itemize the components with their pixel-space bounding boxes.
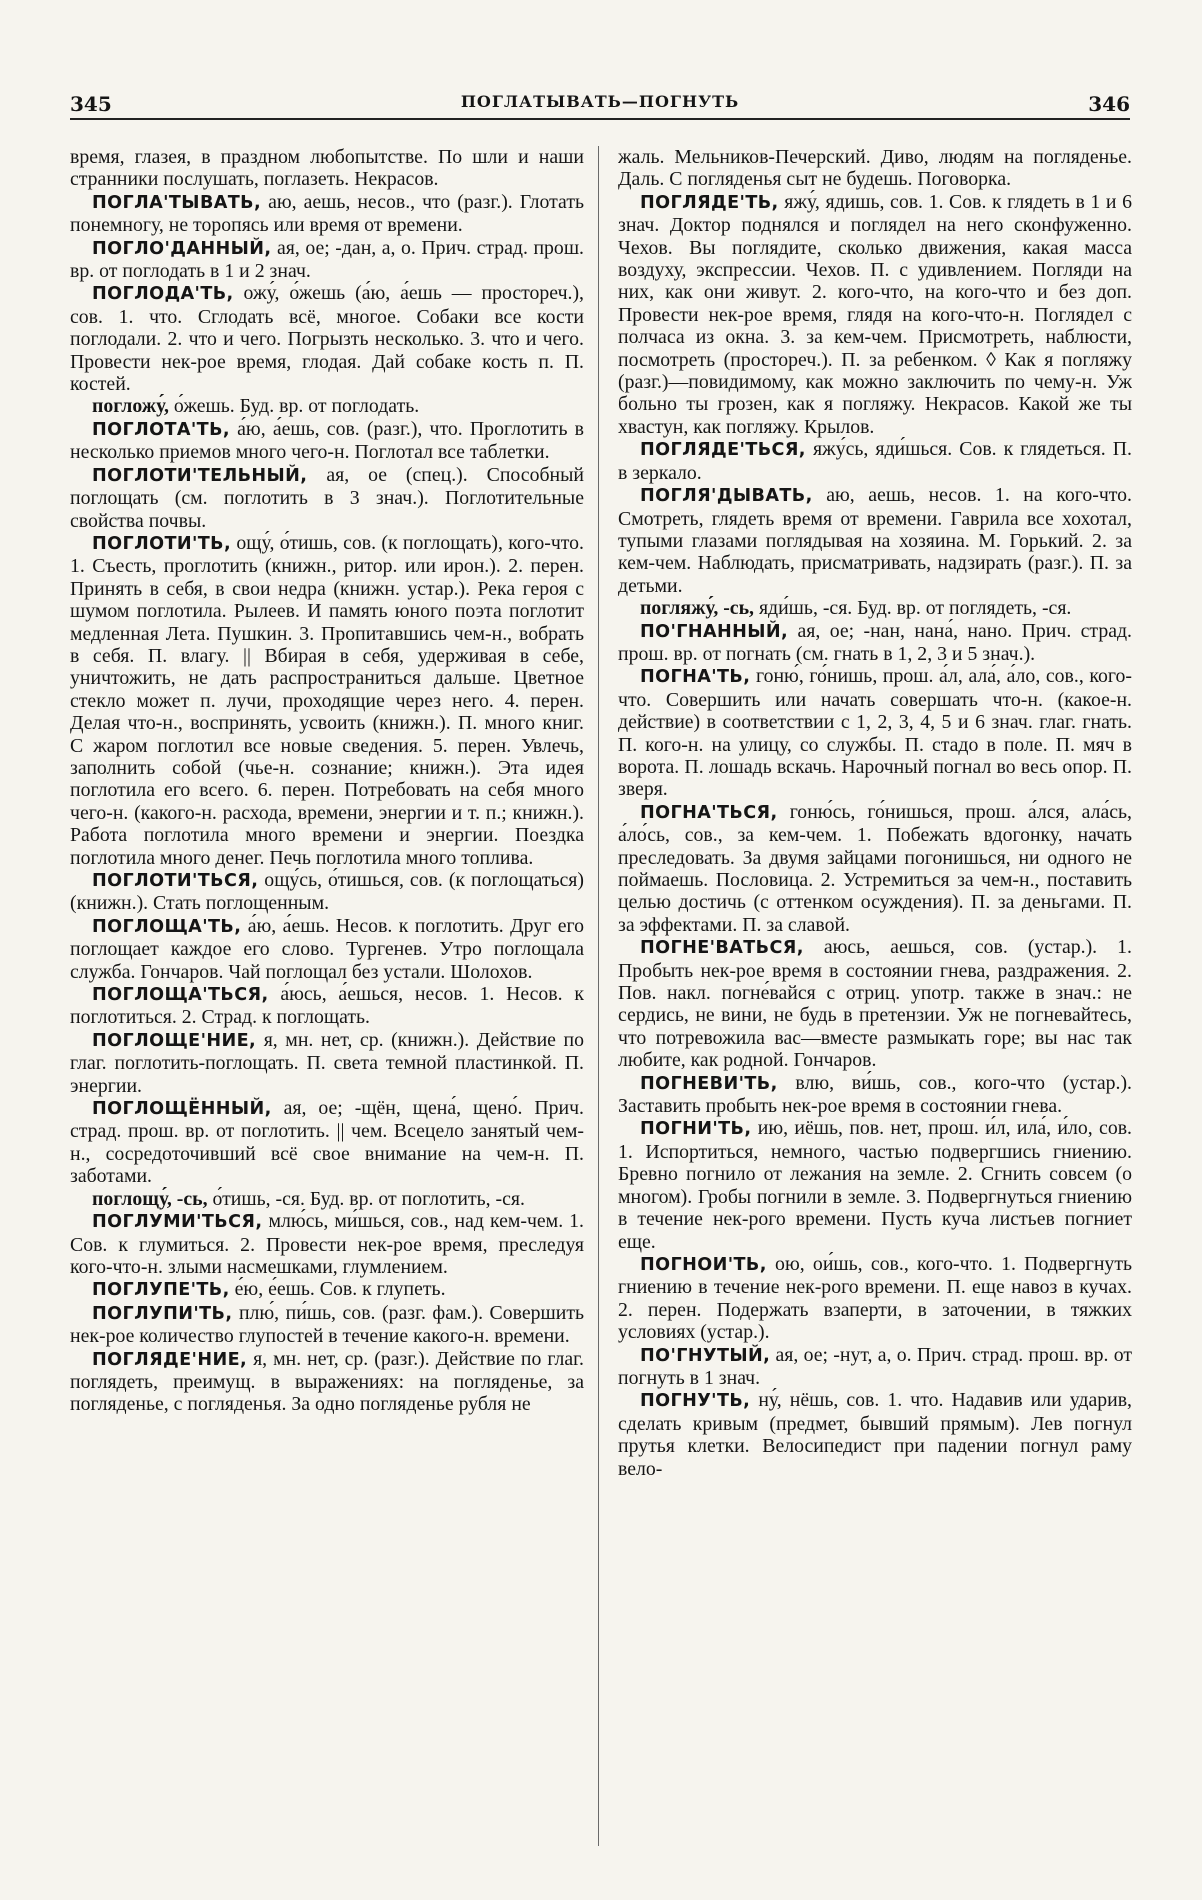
entry-text: ая, ое; -нут, а, о. Прич. страд. прош. вр. от погнуть в 1 знач. xyxy=(618,1343,1132,1389)
entry-headword: ПОГНУ'ТЬ, xyxy=(640,1391,751,1412)
dictionary-entry xyxy=(70,418,584,464)
dictionary-entry xyxy=(70,869,584,915)
entry-text: ая, ое; -дан, а, о. Прич. страд. прош. вр. от поглодать в 1 и 2 знач. xyxy=(70,236,584,283)
entry-text: ощу́сь, о́тишься, сов. (к поглощаться) (книжн.). Стать поглощенным. xyxy=(70,869,584,915)
entry-text: жаль. Мельников-Печерский. Диво, людям на погляденье. Даль. С погляденья сыт не будешь. Поговорка. xyxy=(618,146,1132,191)
dictionary-entry xyxy=(618,484,1132,597)
entry-headword: ПОГЛУПЕ'ТЬ, xyxy=(92,1280,230,1301)
dictionary-entry xyxy=(70,395,584,417)
dictionary-entry xyxy=(70,282,584,395)
entry-headword: ПОГЛОЩА'ТЬСЯ, xyxy=(92,985,269,1006)
dictionary-entry xyxy=(618,936,1132,1071)
dictionary-entry xyxy=(618,801,1132,936)
entry-text: плю́, пи́шь, сов. (разг. фам.). Совершить нек-рое количество глупостей в течение какого-н. времени. xyxy=(70,1301,584,1348)
entry-text: а́юсь, а́ешься, несов. 1. Несов. к поглотиться. 2. Страд. к поглощать. xyxy=(70,983,584,1029)
entry-headword: ПОГЛОДА'ТЬ, xyxy=(92,284,234,305)
dictionary-entry xyxy=(618,597,1132,619)
entry-text: яди́шь, -ся. Буд. вр. от поглядеть, -ся. xyxy=(758,597,1072,620)
entry-headword: ПОГЛО'ДАННЫЙ, xyxy=(92,238,272,259)
entry-text: я, мн. нет, ср. (книжн.). Действие по глаг. поглотить-поглощать. П. света темной пластинкой. П. энергии. xyxy=(70,1028,584,1097)
entry-text: аюсь, аешься, сов. (устар.). 1. Пробыть нек-рое время в состоянии гнева, раздражения. 2. Пов. накл. погне́вайся с отриц. употр. также в знач.: не сердись, не вини, не будь в претензии. Уж не погневайтесь, что потревожила вас—вместе размыкать горе; вы нас так любите, как родной. Гончаров. xyxy=(618,936,1132,1072)
entry-headword: ПОГЛОЩЁННЫЙ, xyxy=(92,1099,272,1120)
entry-text: гоню́, го́нишь, прош. а́л, ала́, а́ло, сов., кого-что. Совершить или начать совершать что-н. (какое-н. действие) в соответствии с 1, 2, 3, 4, 5 и 6 знач. глаг. гнать. П. кого-н. на улицу, со службы. П. стадо в поле. П. мяч в ворота. П. лошадь вскачь. Нарочный погнал во весь опор. П. зверя. xyxy=(618,665,1132,801)
entry-headword: ПОГЛОТИ'ТЬСЯ, xyxy=(92,871,259,891)
dictionary-entry xyxy=(70,1210,584,1278)
entry-headword: ПО'ГНУТЫЙ, xyxy=(640,1345,771,1366)
entry-headword: ПОГЛА'ТЫВАТЬ, xyxy=(92,192,262,213)
entry-text: ну́, нёшь, сов. 1. что. Надавив или ударив, сделать кривым (предмет, бывший прямым). Лев погнул прутья клетки. Велосипедист при падении погнул раму вело- xyxy=(618,1389,1132,1480)
page-number-right: 346 xyxy=(1088,92,1130,116)
entry-headword: ПОГНЕ'ВАТЬСЯ, xyxy=(640,938,804,959)
column-separator xyxy=(598,146,599,1846)
entry-headword: ПОГНА'ТЬ, xyxy=(640,667,751,688)
entry-text: ию, иёшь, пов. нет, прош. и́л, ила́, и́ло, сов. 1. Испортиться, немного, частью подвергшись гниению. Бревно погнило от лежания на земле. 2. Сгнить совсем (о многом). Гробы погнили в земле. 3. Подвергнуться гниению в течение нек-рого времени. Пусть куча листьев погниет еще. xyxy=(618,1117,1132,1253)
dictionary-entry xyxy=(618,1389,1132,1480)
entry-text: аю, аешь, несов., что (разг.). Глотать понемногу, не торопясь или время от времени. xyxy=(70,190,584,237)
entry-headword: ПО'ГНАННЫЙ, xyxy=(640,621,789,642)
entry-headword: ПОГЛЯДЕ'ТЬСЯ, xyxy=(640,440,806,461)
dictionary-entry xyxy=(618,146,1132,191)
entry-headword: ПОГЛОЩЕ'НИЕ, xyxy=(92,1030,257,1051)
page-number-left: 345 xyxy=(70,92,112,116)
entry-text: ожу́, о́жешь (а́ю, а́ешь — простореч.), сов. 1. что. Сглодать всё, многое. Собаки все кости поглодали. 2. что и чего. Погрызть несколько. 3. что и чего. Провести нек-рое время, глодая. Дай собаке кость п. П. костей. xyxy=(70,282,584,396)
entry-headword: погложу́, xyxy=(92,395,169,418)
running-header xyxy=(70,92,1130,132)
entry-text: ощу́, о́тишь, сов. (к поглощать), кого-что. 1. Съесть, проглотить (книжн., ритор. или ирон.). 2. перен. Принять в себя, в свои недра (книжн. устар.). Река героя с шумом поглотила. Рылеев. И память юного поэта поглотит медленная Лета. Пушкин. 3. Пропитавшись чем-н., вобрать в себя. П. влагу. || Вбирая в себя, удерживая в себе, уничтожить, не дать распространиться дальше. Цветное стекло может п. лучи, проходящие через него. 4. перен. Делая что-н., воспринять, усвоить (книжн.). П. много книг. С жаром поглотил все новые сведения. 5. перен. Увлечь, заполнить собой (чье-н. сознание; книжн.). Эта идея поглотила его всего. 6. перен. Потребовать на себя много чего-н. (какого-н. расхода, времени, энергии и т. п.; книжн.). Работа поглотила много времени и энергии. Поездка поглотила много денег. Печь поглотила много топлива. xyxy=(70,531,584,869)
entry-text: о́жешь. Буд. вр. от поглодать. xyxy=(173,395,420,418)
dictionary-entry xyxy=(618,438,1132,484)
entry-text: время, глазея, в праздном любопытстве. По шли и наши странники послушать, поглазеть. Некрасов. xyxy=(70,146,584,191)
dictionary-entry xyxy=(70,983,584,1029)
dictionary-entry xyxy=(70,464,584,532)
dictionary-entry xyxy=(618,191,1132,438)
dictionary-entry xyxy=(70,1188,584,1210)
entry-headword: ПОГЛЯ'ДЫВАТЬ, xyxy=(640,486,813,507)
header-title: ПОГЛАТЫВАТЬ—ПОГНУТЬ xyxy=(460,92,740,111)
entry-headword: ПОГНОИ'ТЬ, xyxy=(640,1254,767,1275)
dictionary-entry xyxy=(70,1302,584,1348)
entry-headword: ПОГЛЯДЕ'ТЬ, xyxy=(640,192,779,213)
right-column xyxy=(618,146,1132,1870)
dictionary-entry xyxy=(618,1072,1132,1118)
entry-text: а́ю, а́ешь. Несов. к поглотить. Друг его поглощает каждое его слово. Тургенев. Утро поглощала служба. Гончаров. Чай поглощал без устали. Шолохов. xyxy=(70,914,584,983)
dictionary-entry xyxy=(70,146,584,191)
dictionary-entry xyxy=(70,1348,584,1416)
dictionary-entry xyxy=(618,665,1132,800)
entry-text: влю, ви́шь, сов., кого-что (устар.). Заставить пробыть нек-рое время в состоянии гнева. xyxy=(618,1071,1132,1118)
entry-headword: погляжу́, -сь, xyxy=(640,597,754,620)
entry-headword: поглощу́, -сь, xyxy=(92,1187,208,1210)
entry-headword: ПОГЛЯДЕ'НИЕ, xyxy=(92,1349,248,1370)
dictionary-entry xyxy=(70,237,584,283)
entry-text: а́ю, а́ешь, сов. (разг.), что. Проглотить в несколько приемов много чего-н. Поглотал все таблетки. xyxy=(70,417,584,464)
dictionary-entry xyxy=(70,1029,584,1097)
entry-text: гоню́сь, го́нишься, прош. а́лся, ала́сь, а́ло́сь, сов., за кем-чем. 1. Побежать вдогонку, начать преследовать. За двумя зайцами погонишься, ни одного не поймаешь. Пословица. 2. Устремиться за чем-н., поставить целью достичь (с оттенком осуждения). П. за деньгами. П. за эффектами. П. за славой. xyxy=(618,800,1132,936)
dictionary-entry xyxy=(70,191,584,237)
dictionary-entry xyxy=(618,1117,1132,1252)
entry-headword: ПОГНЕВИ'ТЬ, xyxy=(640,1073,778,1094)
entry-text: ая, ое (спец.). Способный поглощать (см. поглотить в 3 знач.). Поглотительные свойства почвы. xyxy=(70,463,584,532)
entry-text: аю, аешь, несов. 1. на кого-что. Смотреть, глядеть время от времени. Гаврила все хохотал, тупыми глазами поглядывая на хозяина. М. Горький. 2. за кем-чем. Наблюдать, присматривать, надзирать (разг.). П. за детьми. xyxy=(618,484,1132,597)
entry-text: ою, ои́шь, сов., кого-что. 1. Подвергнуть гниению в течение нек-рого времени. П. еще навоз в кучах. 2. перен. Подержать взаперти, в заточении, в тяжких условиях (устар.). xyxy=(618,1252,1132,1344)
entry-text: о́тишь, -ся. Буд. вр. от поглотить, -ся. xyxy=(212,1187,525,1210)
entry-headword: ПОГЛУМИ'ТЬСЯ, xyxy=(92,1212,263,1233)
entry-headword: ПОГЛОЩА'ТЬ, xyxy=(92,916,242,937)
entry-text: млю́сь, ми́шься, сов., над кем-чем. 1. Сов. к глумиться. 2. Провести нек-рое время, преследуя кого-что-н. злыми насмешками, глумлением. xyxy=(70,1210,584,1278)
entry-text: я, мн. нет, ср. (разг.). Действие по глаг. поглядеть, преимущ. в выражениях: на погляденье, за погляденье, с погляденья. За одно погляденье рубля не xyxy=(70,1347,584,1416)
entry-headword: ПОГЛОТА'ТЬ, xyxy=(92,419,230,440)
entry-text: ая, ое; -щён, щена́, щено́. Прич. страд. прош. вр. от поглотить. || чем. Всецело занятый чем-н., сосредоточивший всё свое внимание на чем-н. П. заботами. xyxy=(70,1097,584,1188)
entry-text: е́ю, е́ешь. Сов. к глупеть. xyxy=(234,1278,446,1301)
left-column xyxy=(70,146,584,1870)
entry-headword: ПОГЛУПИ'ТЬ, xyxy=(92,1303,233,1324)
entry-text: ая, ое; -нан, нана́, нано. Прич. страд. прош. вр. от погнать (см. гнать в 1, 2, 3 и 5 знач.). xyxy=(618,619,1132,665)
dictionary-entry xyxy=(70,1278,584,1301)
entry-headword: ПОГЛОТИ'ТЬ, xyxy=(92,533,232,554)
header-rule xyxy=(70,118,1130,120)
dictionary-entry xyxy=(618,1253,1132,1344)
entry-headword: ПОГНИ'ТЬ, xyxy=(640,1119,752,1140)
dictionary-entry xyxy=(618,1344,1132,1390)
entry-text: яжу́, ядишь, сов. 1. Сов. к глядеть в 1 и 6 знач. Доктор поднялся и поглядел на него сконфуженно. Чехов. Вы поглядите, сколько движения, какая масса воздуху, экспрессии. Чехов. П. с удивлением. Погляди на них, как они живут. 2. кого-что, на кого-что и без доп. Провести нек-рое время, глядя на кого-что-н. Поглядел с полчаса из окна. 3. за кем-чем. Присмотреть, наблюсти, посмотреть (простореч.). П. за ребенком. ◊ Как я погляжу (разг.)—повидимому, как можно заключить по чему-н. Уж больно ты грозен, как я погляжу. Некрасов. Какой же ты хвастун, как погляжу. Крылов. xyxy=(618,190,1132,438)
dictionary-entry xyxy=(70,1097,584,1188)
entry-text: яжу́сь, яди́шься. Сов. к глядеться. П. в зеркало. xyxy=(618,438,1132,484)
entry-headword: ПОГЛОТИ'ТЕЛЬНЫЙ, xyxy=(92,465,308,486)
dictionary-entry xyxy=(70,532,584,869)
dictionary-entry xyxy=(70,915,584,983)
entry-headword: ПОГНА'ТЬСЯ, xyxy=(640,802,778,823)
dictionary-entry xyxy=(618,620,1132,666)
